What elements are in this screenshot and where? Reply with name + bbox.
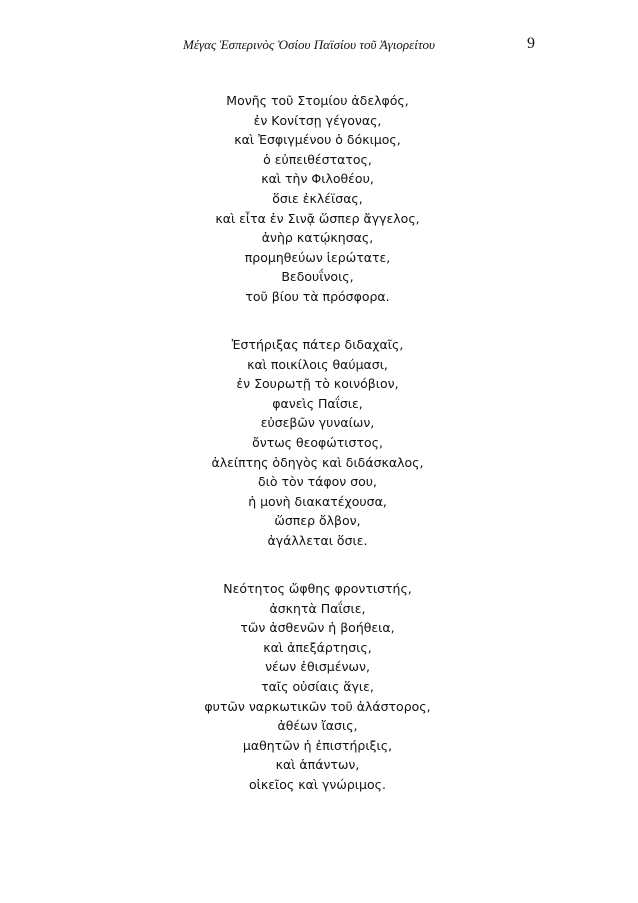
verse-line: τοῦ βίου τὰ πρόσφορα. bbox=[245, 288, 390, 304]
verse-line: ἀθέων ἴασις, bbox=[277, 718, 358, 734]
verse-line: ἀνὴρ κατῴκησας, bbox=[261, 230, 374, 246]
verse-line: φυτῶν ναρκωτικῶν τοῦ ἀλάστορος, bbox=[204, 698, 431, 714]
verse-line: Μονῆς τοῦ Στομίου ἀδελφός, bbox=[226, 93, 409, 108]
running-header bbox=[0, 36, 638, 56]
verse-line: ὥσπερ ὄλβον, bbox=[274, 513, 361, 529]
verse-line: εὐσεβῶν γυναίων, bbox=[260, 415, 375, 431]
verse-line: οἰκεῖος καὶ γνώριμος. bbox=[249, 777, 386, 792]
stanza-3 bbox=[0, 579, 638, 795]
verse-line: ἀλείπτης ὁδηγὸς καὶ διδάσκαλος, bbox=[211, 454, 424, 470]
stanza-1 bbox=[0, 91, 638, 307]
verse-line: ἐν Σουρωτῇ τὸ κοινόβιον, bbox=[236, 376, 399, 392]
verse-line: καὶ ἀπεξάρτησις, bbox=[263, 639, 372, 655]
verse-line: ἀσκητὰ Παΐσιε, bbox=[269, 600, 366, 616]
stanza-2 bbox=[0, 335, 638, 551]
poem-body bbox=[0, 91, 638, 823]
verse-line: καὶ εἶτα ἐν Σινᾷ ὥσπερ ἄγγελος, bbox=[215, 210, 420, 226]
verse-line: τῶν ἀσθενῶν ἡ βοήθεια, bbox=[240, 620, 395, 636]
verse-line: μαθητῶν ἡ ἐπιστήριξις, bbox=[242, 737, 393, 753]
running-title: Μέγας Ἑσπερινὸς Ὁσίου Παϊσίου τοῦ Ἁγιορείτου bbox=[183, 37, 435, 52]
verse-line: Βεδουΐνοις, bbox=[281, 269, 354, 285]
verse-line: προμηθεύων ἱερώτατε, bbox=[244, 249, 391, 265]
verse-line: Νεότητος ὤφθης φροντιστής, bbox=[223, 581, 412, 597]
verse-line: καὶ τὴν Φιλοθέου, bbox=[261, 171, 374, 187]
verse-line: ταῖς οὐσίαις ἅγιε, bbox=[261, 679, 374, 695]
verse-line: ὁ εὐπειθέστατος, bbox=[263, 151, 372, 167]
verse-line: νέων ἐθισμένων, bbox=[265, 659, 370, 675]
verse-line: ἀγάλλεται ὅσιε. bbox=[267, 532, 368, 548]
verse-line: ὄντως θεοφώτιστος, bbox=[252, 435, 383, 450]
verse-line: καὶ ἁπάντων, bbox=[275, 757, 360, 773]
verse-line: καὶ ποικίλοις θαύμασι, bbox=[247, 356, 388, 372]
verse-line: διὸ τὸν τάφον σου, bbox=[257, 474, 378, 490]
verse-line: ὅσιε ἐκλέϊσας, bbox=[272, 190, 363, 206]
verse-line: Ἐστήριξας πάτερ διδαχαῖς, bbox=[231, 337, 404, 353]
verse-line: ἡ μονὴ διακατέχουσα, bbox=[248, 493, 387, 509]
page-number: 9 bbox=[527, 35, 535, 52]
verse-line: φανεὶς Παΐσιε, bbox=[272, 395, 363, 411]
verse-line: καὶ Ἐσφιγμένου ὁ δόκιμος, bbox=[234, 132, 401, 148]
verse-line: ἐν Κονίτσῃ γέγονας, bbox=[253, 112, 382, 128]
